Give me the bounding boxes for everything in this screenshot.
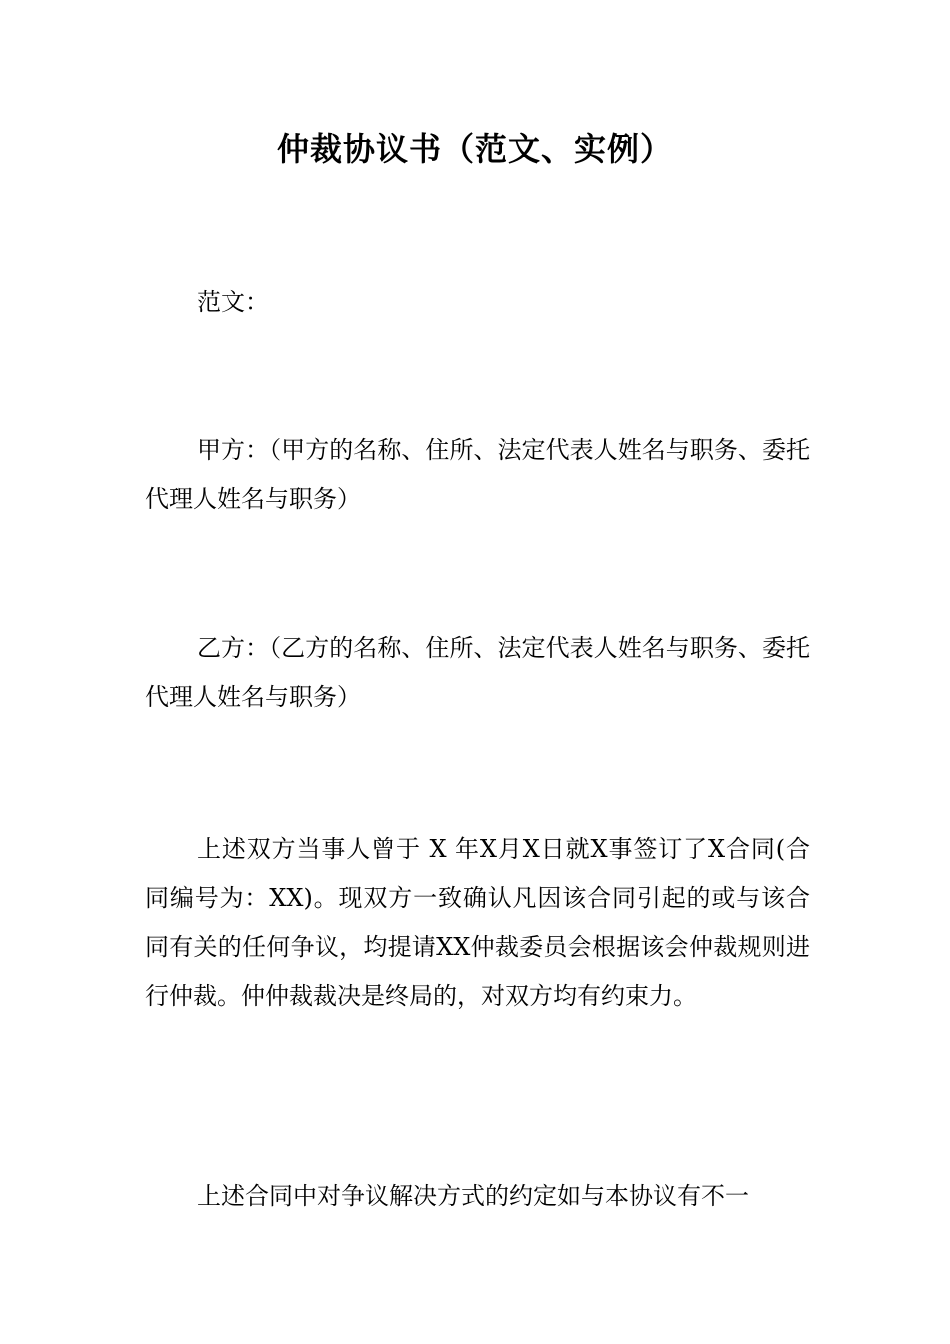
conflict-clause-paragraph: 上述合同中对争议解决方式的约定如与本协议有不一 [197,1182,749,1210]
sample-label-paragraph: 范文： [197,288,269,316]
party-b-paragraph: 乙方：（乙方的名称、住所、法定代表人姓名与职务、委托代理人姓名与职务） [145,634,810,711]
arbitration-agreement-paragraph: 上述双方当事人曾于 X 年X月X日就X事签订了X合同(合同编号为：XX)。现双方一致确认凡因该合同引起的或与该合同有关的任何争议，均提请XX仲裁委员会根据该会仲裁规则进行仲裁。仲仲裁裁决是终局的，对双方均有约束力。 [145,835,810,1010]
document-title: 仲裁协议书（范文、实例） [276,130,673,168]
party-a-paragraph: 甲方：（甲方的名称、住所、法定代表人姓名与职务、委托代理人姓名与职务） [145,436,810,513]
